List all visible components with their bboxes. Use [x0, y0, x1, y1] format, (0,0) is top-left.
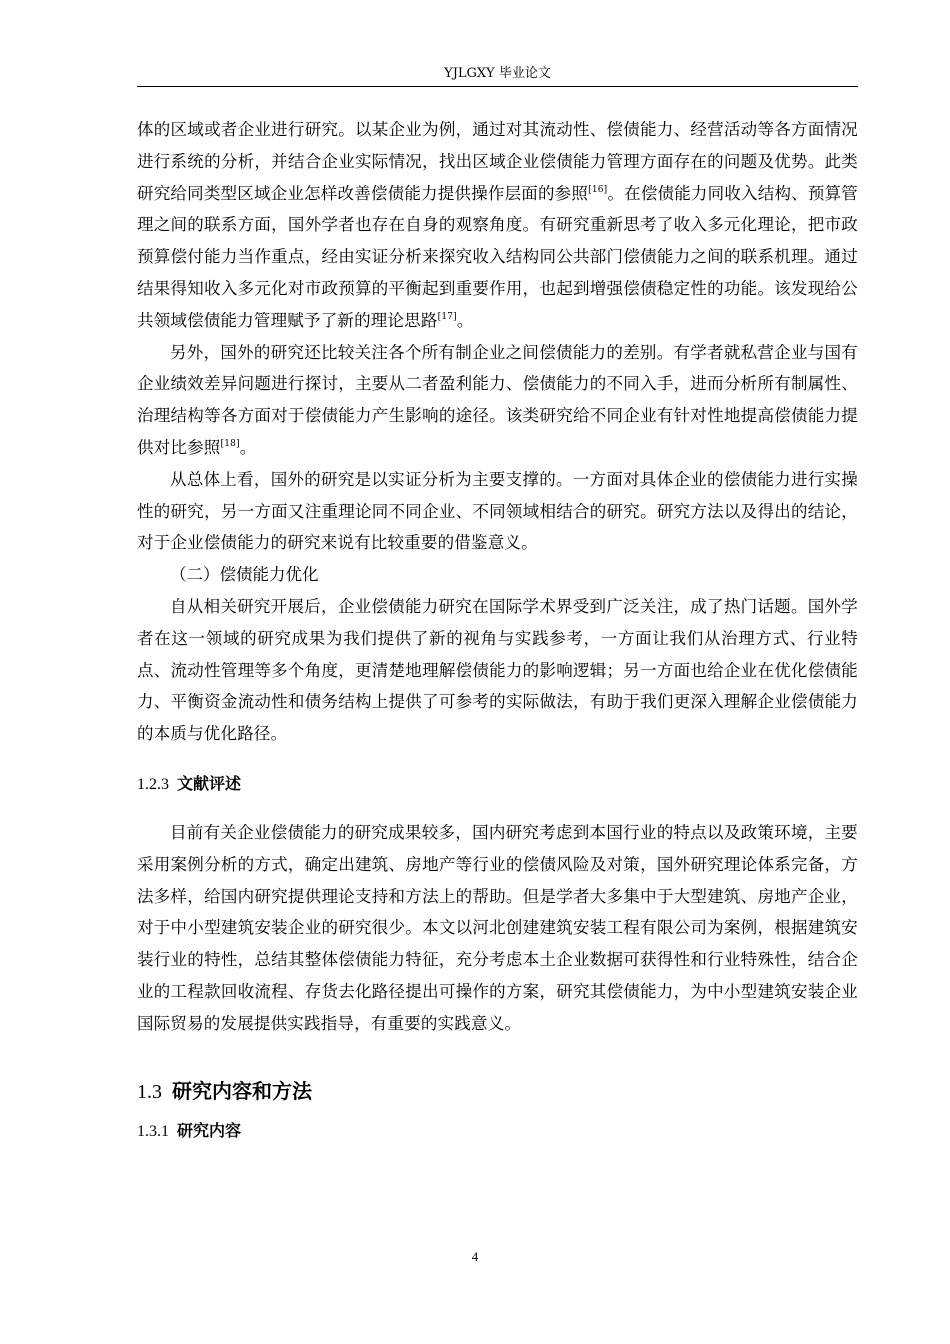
- section-title: 研究内容和方法: [172, 1078, 312, 1103]
- paragraph-1-text-b: 。在偿债能力同收入结构、预算管理之间的联系方面，国外学者也存在自身的观察角度。有研究重新思考了收入多元化理论，把市政预算偿付能力当作重点，经由实证分析来探究收入结构同公共部门偿债能力之间的联系机理。通过结果得知收入多元化对市政预算的平衡起到重要作用，也起到增强偿债稳定性的功能。该发现给公共领域偿债能力管理赋予了新的理论思路: [137, 183, 859, 330]
- page-number: 4: [471, 1249, 479, 1264]
- citation-18: [18]: [220, 438, 240, 449]
- paragraph-2: [137, 337, 858, 464]
- paragraph-2-tail: 。: [239, 437, 257, 457]
- section-heading-1-2-3: [137, 770, 858, 799]
- page-header: YJLGXY 毕业论文: [444, 66, 551, 81]
- paragraph-1-text-a: 体的区域或者企业进行研究。以某企业为例，通过对其流动性、偿债能力、经营活动等各方面情况进行系统的分析，并结合企业实际情况，找出区域企业偿债能力管理方面存在的问题及优势。此类研究给同类型区域企业怎样改善偿债能力提供操作层面的参照: [137, 120, 858, 203]
- citation-16: [16]: [588, 184, 608, 195]
- section-number: 1.3.1: [137, 1122, 169, 1140]
- section-title: 研究内容: [177, 1120, 242, 1140]
- header-rule: [137, 86, 858, 87]
- page-body: [137, 114, 858, 1146]
- section-number: 1.2.3: [137, 775, 169, 793]
- paragraph-4: 自从相关研究开展后，企业偿债能力研究在国际学术界受到广泛关注，成了热门话题。国外学者在这一领域的研究成果为我们提供了新的视角与实践参考，一方面让我们从治理方式、行业特点、流动性管理等多个角度，更清楚地理解偿债能力的影响逻辑；另一方面也给企业在优化偿债能力、平衡资金流动性和债务结构上提供了可参考的实际做法，有助于我们更深入理解企业偿债能力的本质与优化路径。: [137, 596, 858, 744]
- paragraph-5: 目前有关企业偿债能力的研究成果较多，国内研究考虑到本国行业的特点以及政策环境，主要采用案例分析的方式，确定出建筑、房地产等行业的偿债风险及对策，国外研究理论体系完备，方法多样，给国内研究提供理论支持和方法上的帮助。但是学者大多集中于大型建筑、房地产企业，对于中小型建筑安装企业的研究很少。本文以河北创建建筑安装工程有限公司为案例，根据建筑安装行业的特性，总结其整体偿债能力特征，充分考虑本土企业数据可获得性和行业特殊性，结合企业的工程款回收流程、存货去化路径提出可操作的方案，研究其偿债能力，为中小型建筑安装企业国际贸易的发展提供实践指导，有重要的实践意义。: [137, 822, 858, 1033]
- section-heading-1-3-1: [137, 1117, 858, 1146]
- subheading-solvency-optimization: （二）偿债能力优化: [170, 565, 319, 585]
- citation-17: [17]: [437, 311, 457, 322]
- paragraph-2-text: 另外，国外的研究还比较关注各个所有制企业之间偿债能力的差别。有学者就私营企业与国有企业绩效差异问题进行探讨，主要从二者盈利能力、偿债能力的不同入手，进而分析所有制属性、治理结构等各方面对于偿债能力产生影响的途径。该类研究给不同企业有针对性地提高偿债能力提供对比参照: [137, 342, 858, 457]
- section-title: 文献评述: [177, 773, 242, 793]
- paragraph-1-tail: 。: [456, 310, 474, 330]
- section-number: 1.3: [137, 1080, 162, 1103]
- paragraph-3: 从总体上看，国外的研究是以实证分析为主要支撑的。一方面对具体企业的偿债能力进行实操性的研究，另一方面又注重理论同不同企业、不同领域相结合的研究。研究方法以及得出的结论，对于企业偿债能力的研究来说有比较重要的借鉴意义。: [137, 469, 858, 553]
- paragraph-1: [137, 114, 858, 337]
- section-heading-1-3: [137, 1074, 858, 1109]
